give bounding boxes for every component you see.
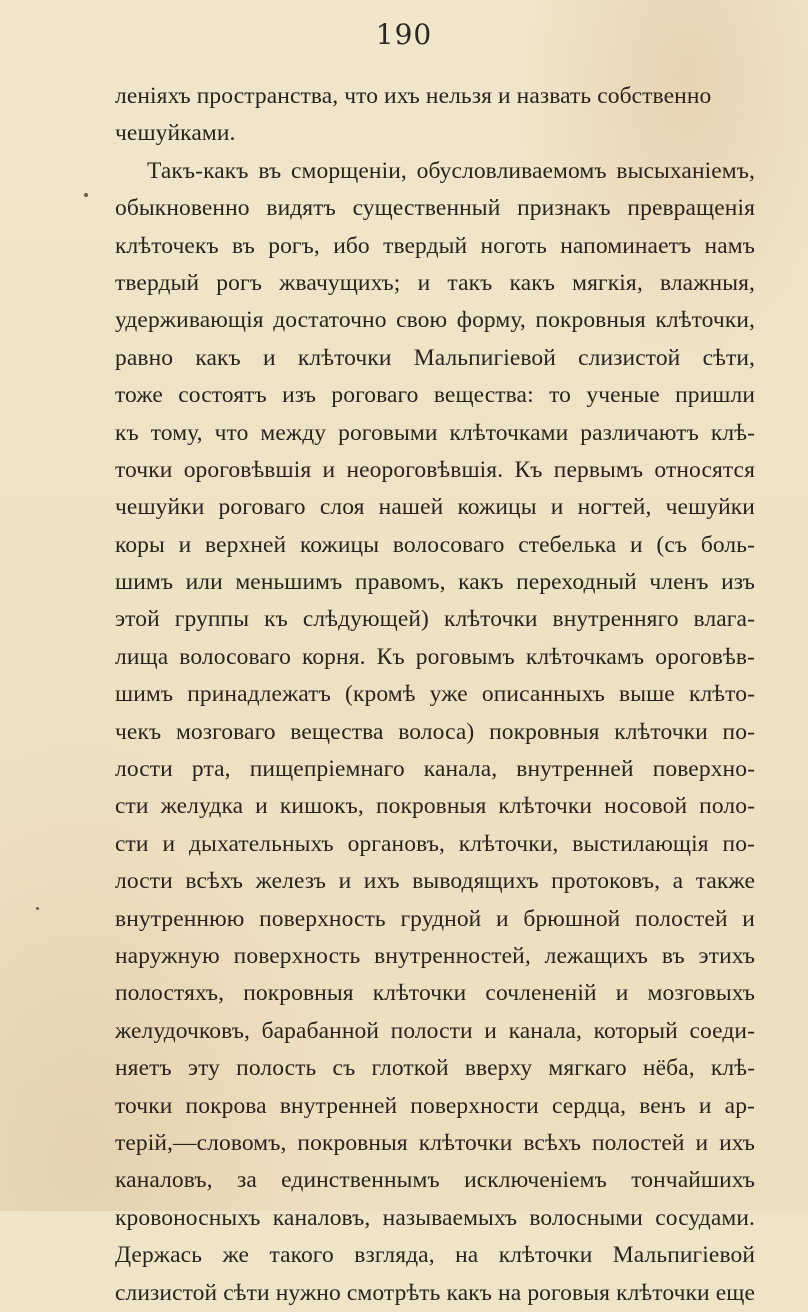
page-number: 190 bbox=[375, 18, 433, 51]
text-line: чекъ мозговаго вещества волоса) покровныя клѣточки по- bbox=[115, 718, 755, 745]
text-line: къ тому, что между роговыми клѣточками различаютъ клѣ- bbox=[115, 419, 755, 446]
text-line: терій,—словомъ, покровныя клѣточки всѣхъ полостей и ихъ bbox=[115, 1129, 755, 1156]
ink-speck bbox=[84, 193, 88, 197]
text-line: точки ороговѣвшія и неороговѣвшія. Къ первымъ относятся bbox=[115, 456, 755, 483]
text-line: Такъ-какъ въ сморщеніи, обусловливаемомъ высыханіемъ, bbox=[147, 157, 755, 184]
text-line: желудочковъ, барабанной полости и канала, который соеди- bbox=[115, 1017, 755, 1044]
text-line: сти желудка и кишокъ, покровныя клѣточки носовой поло- bbox=[115, 793, 755, 820]
text-line: шимъ принадлежатъ (кромѣ уже описанныхъ выше клѣто- bbox=[115, 681, 755, 708]
text-line: чешуйки роговаго слоя нашей кожицы и ногтей, чешуйки bbox=[115, 494, 755, 521]
text-line: коры и верхней кожицы волосоваго стебелька и (съ боль- bbox=[115, 531, 755, 558]
text-line: лости всѣхъ железъ и ихъ выводящихъ протоковъ, а также bbox=[115, 868, 755, 895]
text-line: полостяхъ, покровныя клѣточки сочлененій и мозговыхъ bbox=[115, 980, 755, 1007]
text-line: сти и дыхательныхъ органовъ, клѣточки, выстилающія по- bbox=[115, 830, 755, 857]
text-line: точки покрова внутренней поверхности сердца, венъ и ар- bbox=[115, 1092, 755, 1119]
text-line: этой группы къ слѣдующей) клѣточки внутренняго влага- bbox=[115, 606, 755, 633]
text-line: слизистой сѣти нужно смотрѣть какъ на роговыя клѣточки еще bbox=[115, 1279, 755, 1306]
text-line: удерживающія достаточно свою форму, покровныя клѣточки, bbox=[115, 307, 755, 334]
text-line: клѣточекъ въ рогъ, ибо твердый ноготь напоминаетъ намъ bbox=[115, 232, 755, 259]
text-line: шимъ или меньшимъ правомъ, какъ переходный членъ изъ bbox=[115, 569, 755, 596]
text-line: тоже состоятъ изъ роговаго вещества: то ученые пришли bbox=[115, 382, 755, 409]
text-line: каналовъ, за единственнымъ исключеніемъ тончайшихъ bbox=[115, 1167, 755, 1194]
ink-speck bbox=[36, 907, 39, 910]
text-line: лища волосоваго корня. Къ роговымъ клѣточкамъ ороговѣв- bbox=[115, 643, 755, 670]
text-line: леніяхъ пространства, что ихъ нельзя и назвать собственно bbox=[115, 83, 712, 109]
text-line: чешуйками. bbox=[115, 120, 236, 147]
text-line: Держась же такого взгляда, на клѣточки Мальпигіевой bbox=[115, 1242, 755, 1269]
text-line: наружную поверхность внутренностей, лежащихъ въ этихъ bbox=[115, 942, 755, 969]
body-text bbox=[115, 78, 755, 1312]
text-line: няетъ эту полость съ глоткой вверху мягкаго нёба, клѣ- bbox=[115, 1055, 755, 1082]
text-line: лости рта, пищепріемнаго канала, внутренней поверхно- bbox=[115, 756, 755, 783]
text-line: равно какъ и клѣточки Мальпигіевой слизистой сѣти, bbox=[115, 344, 755, 371]
text-line: внутреннюю поверхность грудной и брюшной полостей и bbox=[115, 905, 755, 932]
text-line: кровоносныхъ каналовъ, называемыхъ волосными сосудами. bbox=[115, 1204, 755, 1231]
text-line: обыкновенно видятъ существенный признакъ превращенія bbox=[115, 195, 755, 222]
text-line: твердый рогъ жвачущихъ; и такъ какъ мягкія, влажныя, bbox=[115, 269, 755, 296]
